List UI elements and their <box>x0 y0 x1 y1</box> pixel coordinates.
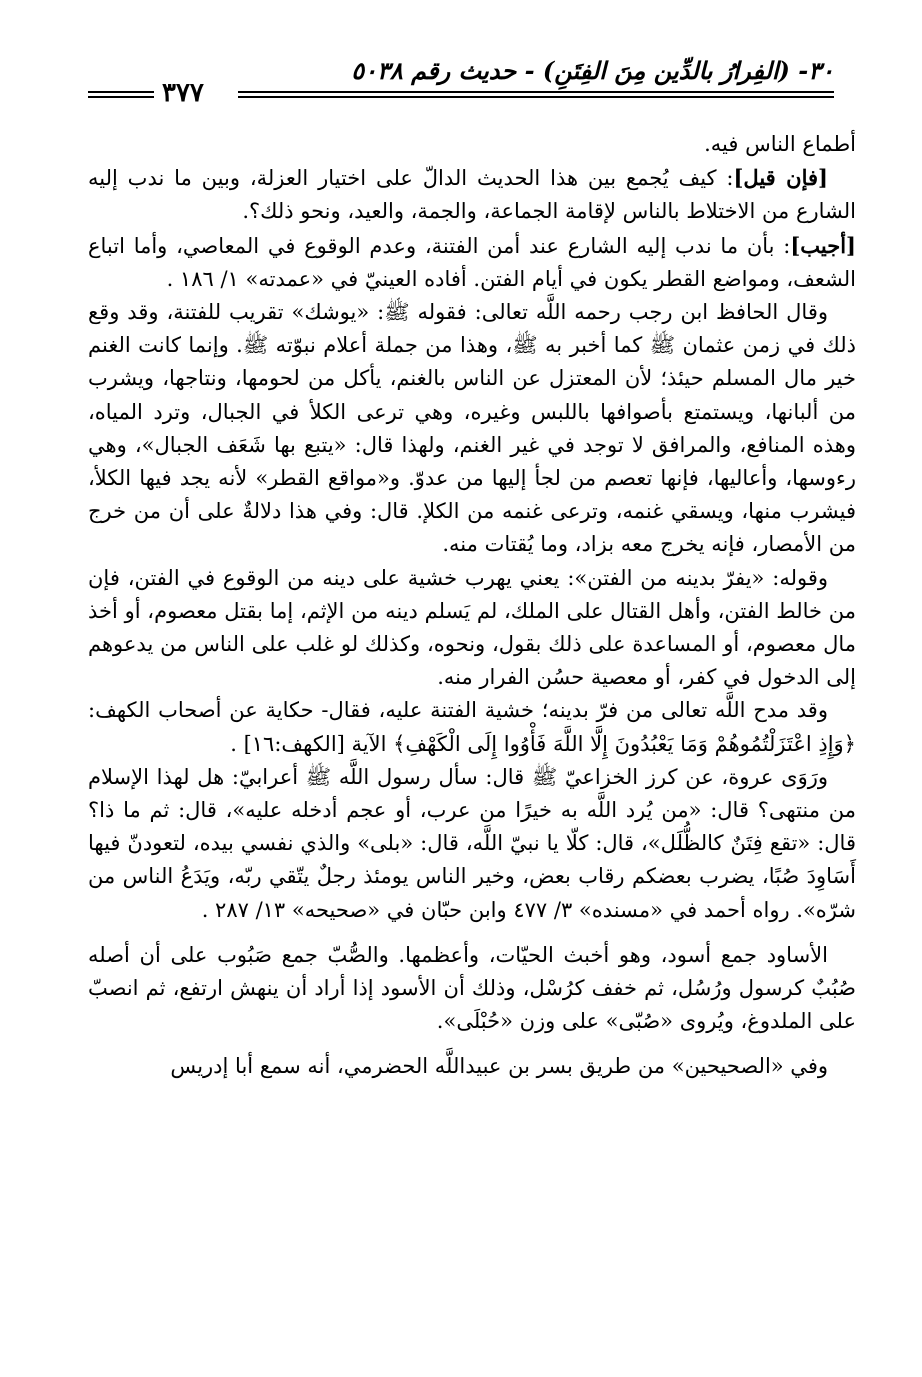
paragraph-text: أطماع الناس فيه. <box>704 132 856 156</box>
page-number: ٣٧٧ <box>162 78 204 108</box>
paragraph-text: وقد مدح اللَّه تعالى من فرّ بدينه؛ خشية الفتنة عليه، فقال- حكاية عن أصحاب الكهف: ﴿وَإِذِ اعْتَزَلْتُمُوهُمْ وَمَا يَعْبُدُونَ إِلَّا اللَّهَ فَأْوُوا إِلَى الْكَهْفِ﴾ الآية [الكهف:١٦] . <box>88 698 856 756</box>
header-rule-right-bottom <box>238 96 834 98</box>
paragraph-text: وفي «الصحيحين» من طريق بسر بن عبيداللَّه الحضرمي، أنه سمع أبا إدريس <box>170 1054 828 1079</box>
running-title: ٣٠- (الفِرارُ بالدِّين مِنَ الفِتَنِ) - حديث رقم ٥٠٣٨ <box>351 56 834 85</box>
paragraph-4 <box>88 296 856 562</box>
header-rule-left-bottom <box>88 96 154 98</box>
header-rule-left-top <box>88 91 154 93</box>
paragraph-text: : بأن ما ندب إليه الشارع عند أمن الفتنة، وعدم الوقوع في المعاصي، وأما اتباع الشعف، ومواضع القطر يكون في أيام الفتن. أفاده العينيّ في «عمدته» ١/ ١٨٦ . <box>88 233 856 291</box>
paragraph-text: الأساود جمع أسود، وهو أخبث الحيّات، وأعظمها. والصُّبّ جمع صَبُوب على أن أصله صُبُبٌ كرسول ورُسُل، ثم خفف كرُسْل، وذلك أن الأسود إذا أراد أن ينهش ارتفع، ثم انصبّ على الملدوغ، ويُروى «صُبّى» على وزن «حُبْلَى». <box>88 942 856 1034</box>
paragraph-7 <box>88 761 856 927</box>
header-rule-right-top <box>238 91 834 93</box>
paragraph-text: وقوله: «يفرّ بدينه من الفتن»: يعني يهرب خشية على دينه من الوقوع في الفتن، فإن من خالط الفتن، وأهل القتال على الملك، لم يَسلم دينه من الإثم، إما بقتل معصوم، أو أخذ مال معصوم، أو المساعدة على ذلك بقول، ونحوه، وكذلك لو غلب على الناس من يدعوهم إلى الدخول في كفر، أو معصية حسُن الفرار منه. <box>88 565 856 690</box>
paragraph-9 <box>88 1050 856 1083</box>
paragraph-1 <box>88 128 856 161</box>
paragraph-2 <box>88 161 856 228</box>
paragraph-text: : كيف يُجمع بين هذا الحديث الدالّ على اختيار العزلة، وبين ما ندب إليه الشارع من الاختلاط بالناس لإقامة الجماعة، والجمة، والعيد، ونحو ذلك؟. <box>88 166 856 224</box>
paragraph-lead: [فإن قيل] <box>733 165 828 191</box>
paragraph-3 <box>88 229 856 296</box>
page-header <box>88 52 834 112</box>
paragraph-text: ورَوَى عروة، عن كرز الخزاعيّ ﷺ قال: سأل رسول اللَّه ﷺ أعرابيّ: هل لهذا الإسلام من منتهى؟ قال: «من يُرد اللَّه به خيرًا من عرب، أو عجم أدخله عليه»، قال: ثم ما ذا؟ قال: «تقع فِتَنٌ كالظُّلَل»، قال: كلّا يا نبيّ اللَّه، قال: «بلى» والذي نفسي بيده، لتعودنّ فيها أَسَاوِدَ صُبًا، يضرب بعضكم رقاب بعض، وخير الناس يومئذ رجلٌ يتّقي ربّه، ويَدَعُ الناس من شرّه». رواه أحمد في «مسنده» ٣/ ٤٧٧ وابن حبّان في «صحيحه» ١٣/ ٢٨٧ . <box>88 764 856 922</box>
paragraph-5 <box>88 562 856 695</box>
paragraph-lead: [أجيب] <box>790 232 856 258</box>
paragraph-text: وقال الحافظ ابن رجب رحمه اللَّه تعالى: فقوله ﷺ: «يوشك» تقريب للفتنة، وقد وقع ذلك في زمن عثمان ﷺ كما أخبر به ﷺ، وهذا من جملة أعلام نبوّته ﷺ. وإنما كانت الغنم خير مال المسلم حيئذ؛ لأن المعتزل عن الناس بالغنم، يأكل من لحومها، ونتاجها، ويشرب من ألبانها، ويستمتع بأصوافها باللبس وغيره، وهي ترعى الكلأ في الجبال، وترد المياه، وهذه المنافع، والمرافق لا توجد في غير الغنم، ولهذا قال: «يتبع بها شَعَف الجبال»، وهي رءوسها، وأعاليها، فإنها تعصم من لجأ إليها من عدوّ. و«مواقع القطر» لأنه يجد فيها الكلأ، فيشرب منها، ويسقي غنمه، وترعى غنمه من الكلإ. قال: وفي هذا دلالةٌ على أن من خرج من الأمصار، فإنه يخرج معه بزاد، وما يُقتات منه. <box>88 300 856 557</box>
paragraph-8 <box>88 939 856 1039</box>
body-text <box>88 128 856 1084</box>
paragraph-6 <box>88 694 856 760</box>
